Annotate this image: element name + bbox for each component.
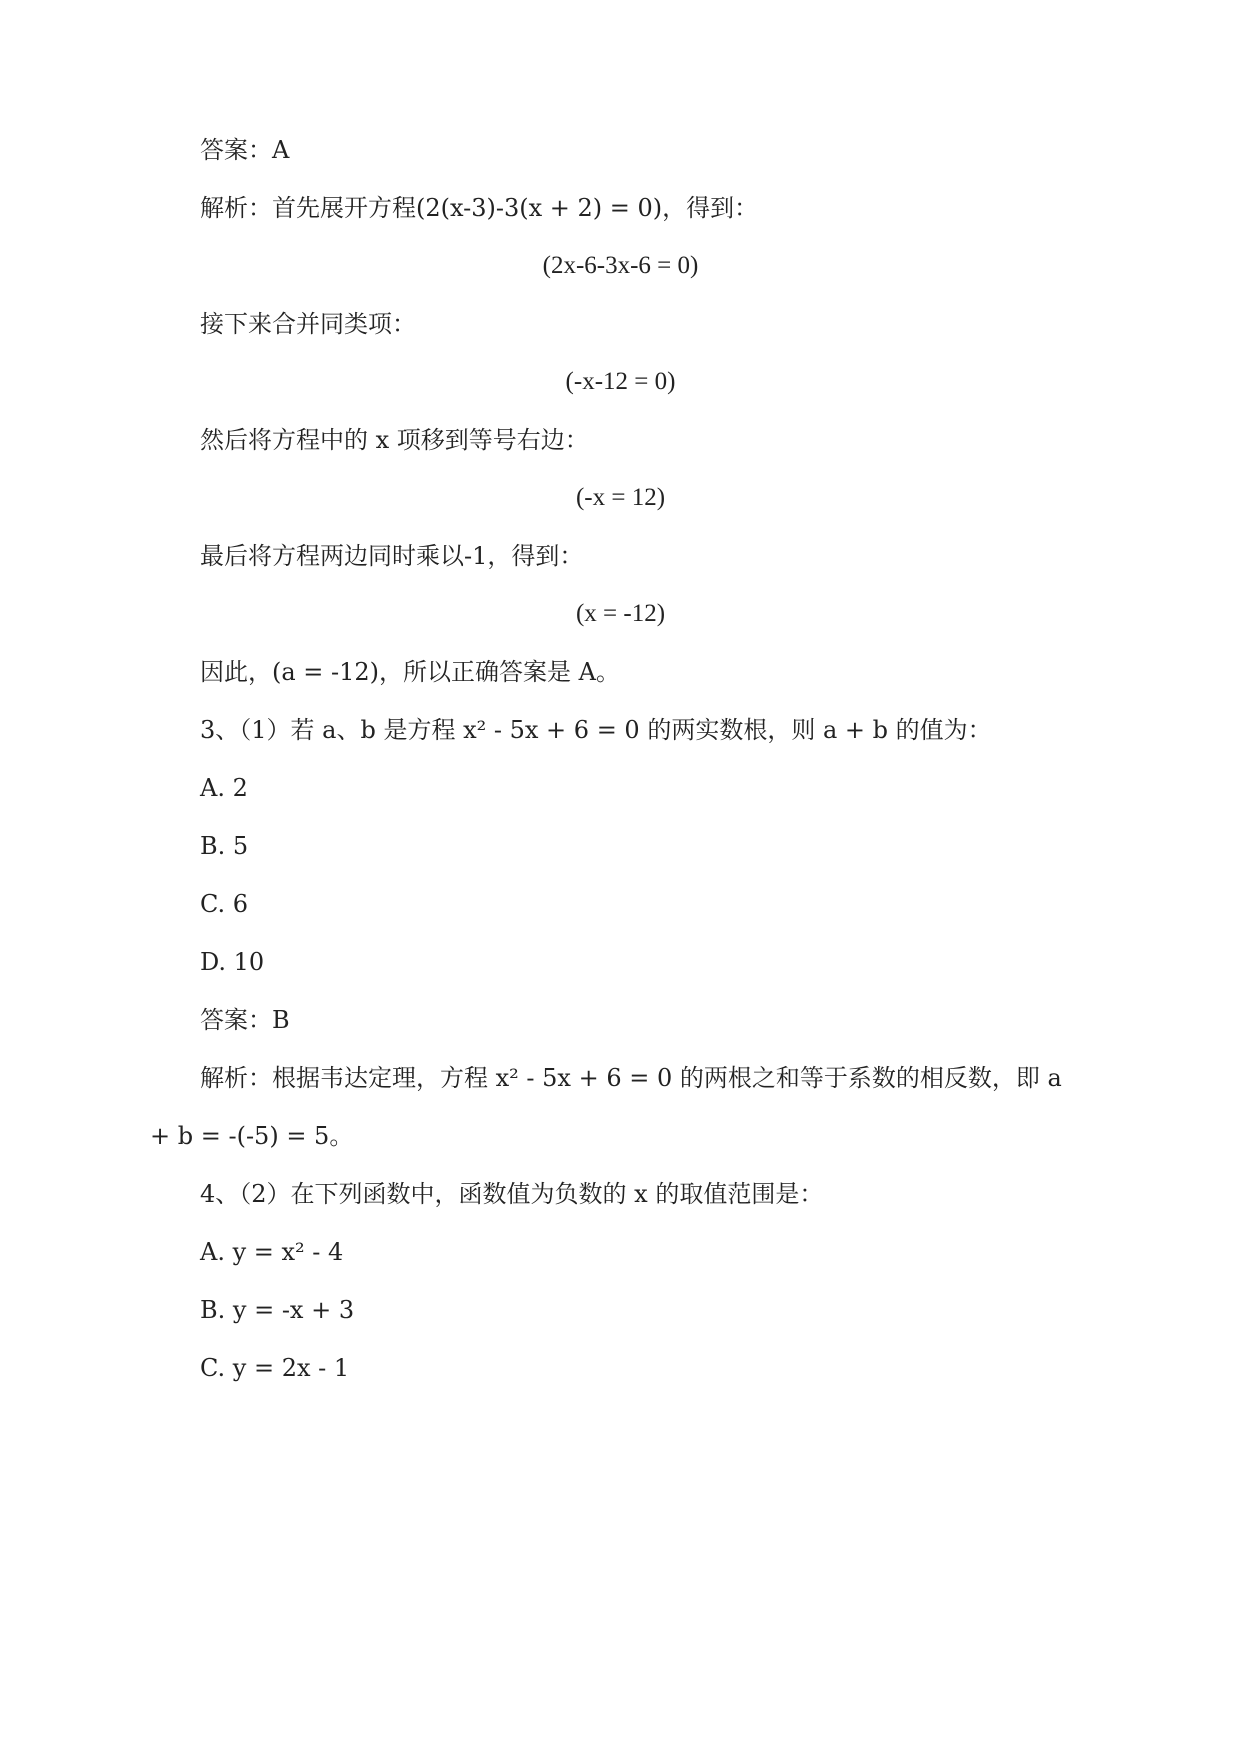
question-line: 3、（1）若 a、b 是方程 x² - 5x + 6 = 0 的两实数根，则 a + b 的值为： bbox=[200, 716, 992, 744]
equation-line: (2x-6-3x-6 = 0) bbox=[542, 252, 699, 279]
text-line: 接下来合并同类项： bbox=[200, 310, 416, 338]
option-line: D. 10 bbox=[200, 948, 265, 976]
answer-line: 答案：B bbox=[200, 1006, 290, 1034]
equation-line: (x = -12) bbox=[575, 600, 666, 627]
option-line: A. y = x² - 4 bbox=[200, 1238, 344, 1266]
equation-line: (-x = 12) bbox=[575, 484, 666, 511]
option-line: C. y = 2x - 1 bbox=[200, 1354, 350, 1382]
answer-line: 答案：A bbox=[200, 136, 290, 164]
option-line: B. y = -x + 3 bbox=[200, 1296, 355, 1324]
equation-line: (-x-12 = 0) bbox=[565, 368, 676, 395]
option-line: A. 2 bbox=[200, 774, 248, 802]
conclusion-line: 因此，(a = -12)，所以正确答案是 A。 bbox=[200, 658, 621, 686]
analysis-line: 解析：首先展开方程(2(x-3)-3(x + 2) = 0)，得到： bbox=[200, 194, 759, 222]
option-line: B. 5 bbox=[200, 832, 249, 860]
option-line: C. 6 bbox=[200, 890, 249, 918]
text-line: 最后将方程两边同时乘以-1，得到： bbox=[200, 542, 584, 570]
question-line: 4、（2）在下列函数中，函数值为负数的 x 的取值范围是： bbox=[200, 1180, 824, 1208]
analysis-continuation-line: + b = -(-5) = 5。 bbox=[150, 1122, 354, 1150]
analysis-line: 解析：根据韦达定理，方程 x² - 5x + 6 = 0 的两根之和等于系数的相反数，即 a bbox=[200, 1064, 1062, 1092]
text-line: 然后将方程中的 x 项移到等号右边： bbox=[200, 426, 589, 454]
